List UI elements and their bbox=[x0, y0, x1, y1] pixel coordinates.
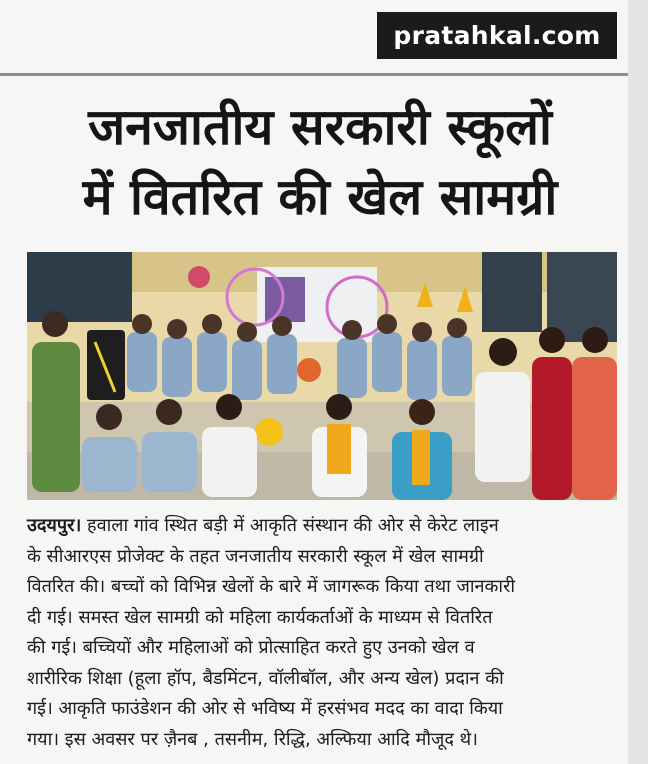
article-body bbox=[27, 511, 627, 755]
article-line: के सीआरएस प्रोजेक्ट के तहत जनजातीय सरकारी स्कूल में खेल सामग्री bbox=[27, 545, 484, 567]
article-line: वितरित की। बच्चों को विभिन्न खेलों के बारे में जागरूक किया तथा जानकारी bbox=[27, 576, 516, 597]
article-line: गया। इस अवसर पर ज़ैनब , तसनीम, रिद्धि, अल्फिया आदि मौजूद थे। bbox=[27, 728, 478, 750]
article-line: की गई। बच्चियों और महिलाओं को प्रोत्साहित करते हुए उनको खेल व bbox=[27, 637, 475, 658]
group-photo bbox=[27, 252, 617, 500]
headline bbox=[20, 92, 620, 232]
header-rule bbox=[0, 73, 628, 76]
article-line: शारीरिक शिक्षा (हूला हॉप, बैडमिंटन, वॉलीबॉल, और अन्य खेल) प्रदान की bbox=[27, 667, 504, 689]
page-edge-strip bbox=[628, 0, 648, 764]
article-line: दी गई। समस्त खेल सामग्री को महिला कार्यकर्ताओं के माध्यम से वितरित bbox=[27, 606, 493, 628]
headline-line-2: में वितरित की खेल सामग्री bbox=[82, 168, 558, 226]
article-line: गई। आकृति फाउंडेशन की ओर से भविष्य में हरसंभव मदद का वादा किया bbox=[27, 698, 503, 719]
article-line bbox=[27, 511, 627, 542]
dateline: उदयपुर। bbox=[27, 515, 82, 536]
site-brand-label: pratahkal.com bbox=[377, 12, 617, 59]
headline-line-1: जनजातीय सरकारी स्कूलों bbox=[88, 98, 552, 156]
article-line-text: हवाला गांव स्थित बड़ी में आकृति संस्थान की ओर से केरेट लाइन bbox=[87, 515, 499, 536]
